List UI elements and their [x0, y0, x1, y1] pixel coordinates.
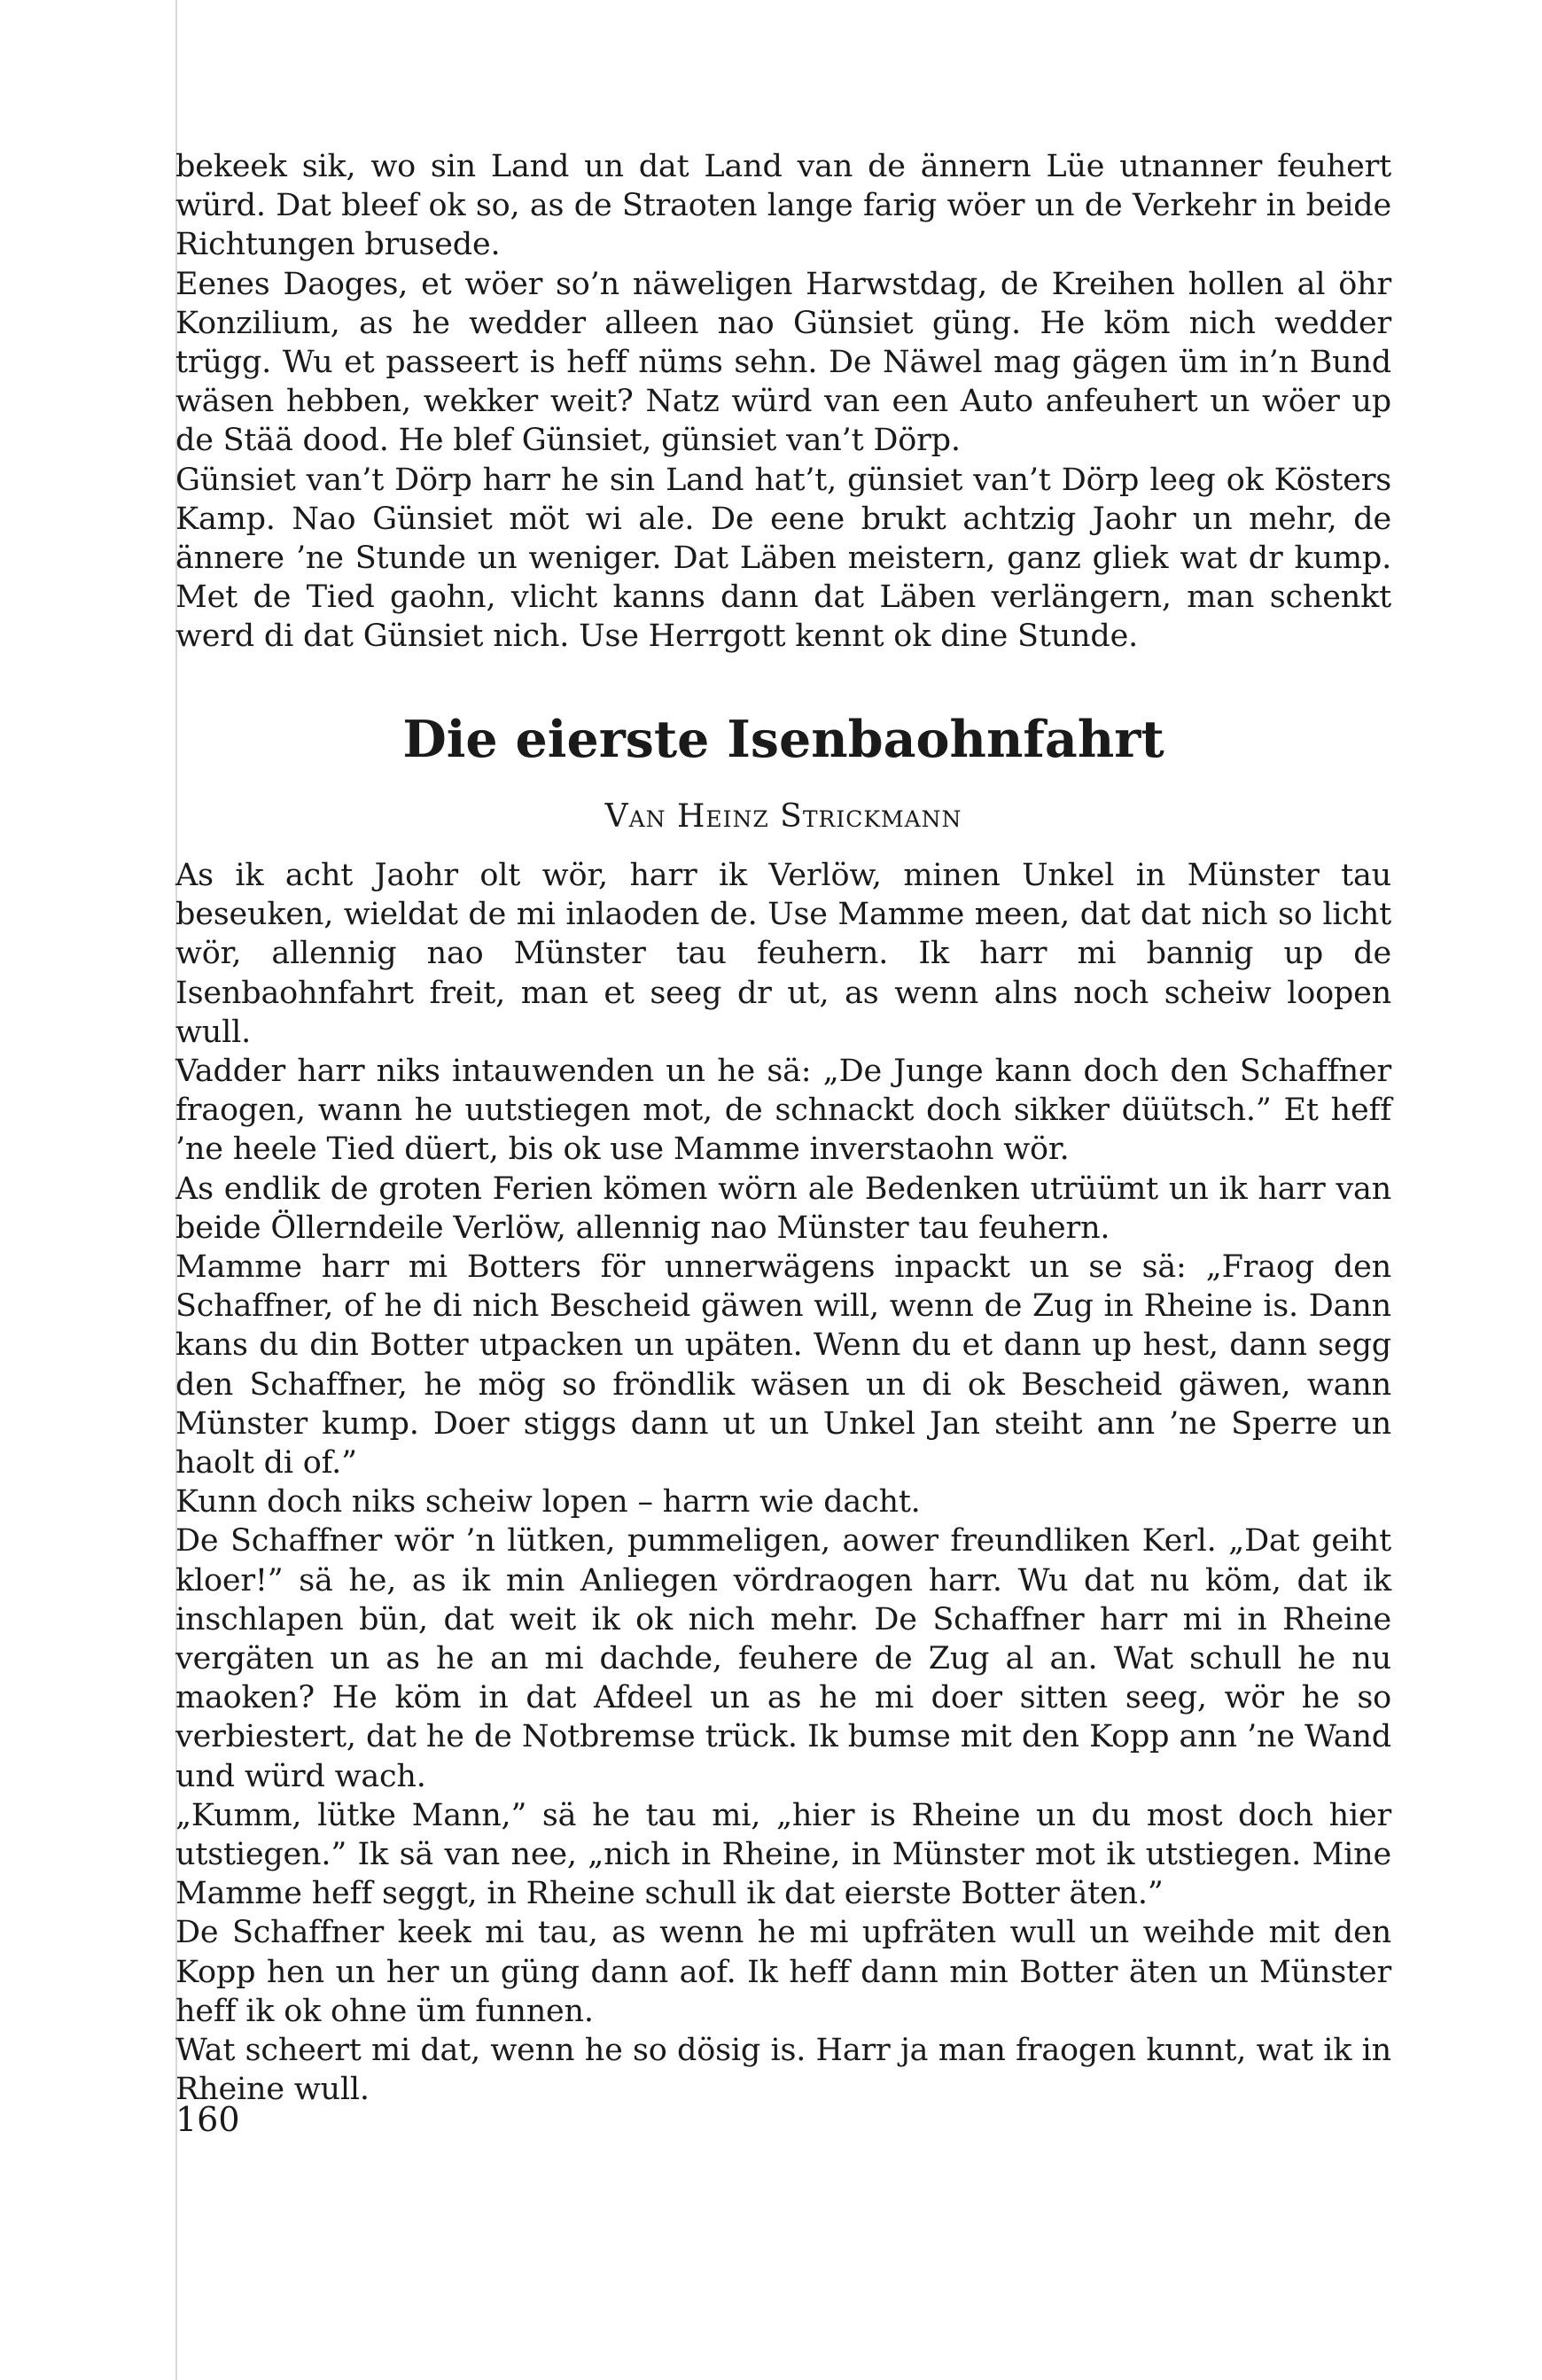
story-title: Die eierste Isenbaohnfahrt	[402, 710, 1164, 769]
paragraph: As endlik de groten Ferien kömen wörn ale Bedenken utrüümt un ik harr van beide Öllerndeile Verlöw, allennig nao Münster tau feuhern.	[175, 1171, 1391, 1246]
paragraph: Kunn doch niks scheiw lopen – harrn wie dacht.	[175, 1484, 921, 1521]
paragraph: Günsiet van’t Dörp harr he sin Land hat’t, günsiet van’t Dörp leeg ok Kösters Kamp. Nao Günsiet möt wi ale. De eene brukt achtzig Jaohr un mehr, de ännere ’ne Stunde un weniger. Dat Läben meistern, ganz gliek wat dr kump. Met de Tied gaohn, vlicht kanns dann dat Läben verlängern, man schenkt werd di dat Günsiet nich. Use Herrgott kennt ok dine Stunde.	[175, 462, 1391, 655]
page-number: 160	[175, 2100, 240, 2139]
paragraph: De Schaffner wör ’n lütken, pummeligen, aower freundliken Kerl. „Dat geiht kloer!” sä he, as ik min Anliegen vördraogen harr. Wu dat nu köm, dat ik inschlapen bün, dat weit ik ok nich mehr. De Schaffner harr mi in Rheine vergäten un as he an mi dachde, feuhere de Zug al an. Wat schull he nu maoken? He köm in dat Afdeel un as he mi doer sitten seeg, wör he so verbiestert, dat he de Notbremse trück. Ik bumse mit den Kopp ann ’ne Wand und würd wach.	[175, 1523, 1391, 1794]
paragraph: As ik acht Jaohr olt wör, harr ik Verlöw, minen Unkel in Münster tau beseuken, wieldat de mi inlaoden de. Use Mamme meen, dat dat nich so licht wör, allennig nao Münster tau feuhern. Ik harr mi bannig up de Isenbaohnfahrt freit, man et seeg dr ut, as wenn alns noch scheiw loopen wull.	[175, 858, 1391, 1050]
paragraph: „Kumm, lütke Mann,” sä he tau mi, „hier is Rheine un du most doch hier utstiegen.” Ik sä van nee, „nich in Rheine, in Münster mot ik utstiegen. Mine Mamme heff seggt, in Rheine schull ik dat eierste Botter äten.”	[175, 1797, 1391, 1912]
paragraph: Eenes Daoges, et wöer so’n näweligen Harwstdag, de Kreihen hollen al öhr Konzilium, as he wedder alleen nao Günsiet güng. He köm nich wedder trügg. Wu et passeert is heff nüms sehn. De Näwel mag gägen üm in’n Bund wäsen hebben, wekker weit? Natz würd van een Auto anfeuhert un wöer up de Stää dood. He blef Günsiet, günsiet van’t Dörp.	[175, 266, 1391, 459]
paragraph: De Schaffner keek mi tau, as wenn he mi upfräten wull un weihde mit den Kopp hen un her un güng dann aof. Ik heff dann min Botter äten un Münster heff ik ok ohne üm funnen.	[175, 1915, 1391, 2029]
story-body	[175, 856, 1391, 2110]
paragraph: Mamme harr mi Botters för unnerwägens inpackt un se sä: „Fraog den Schaffner, of he di nich Bescheid gäwen will, wenn de Zug in Rheine is. Dann kans du din Botter utpacken un upäten. Wenn du et dann up hest, dann segg den Schaffner, he mög so fröndlik wäsen un di ok Bescheid gäwen, wann Münster kump. Doer stiggs dann ut un Unkel Jan steiht ann ’ne Sperre un haolt di of.”	[175, 1249, 1391, 1482]
paragraph: Vadder harr niks intauwenden un he sä: „De Junge kann doch den Schaffner fraogen, wann he uutstiegen mot, de schnackt doch sikker düütsch.” Et heff ’ne heele Tied düert, bis ok use Mamme inverstaohn wör.	[175, 1054, 1391, 1168]
paragraph: bekeek sik, wo sin Land un dat Land van de ännern Lüe utnanner feuhert würd. Dat bleef ok so, as de Straoten lange farig wöer un de Verkehr in beide Richtungen brusede.	[175, 149, 1391, 263]
previous-story-text	[175, 147, 1391, 657]
paragraph: Wat scheert mi dat, wenn he so dösig is. Harr ja man fraogen kunnt, wat ik in Rheine wull.	[175, 2033, 1391, 2108]
story-byline: Van Heinz Strickmann	[604, 798, 962, 835]
